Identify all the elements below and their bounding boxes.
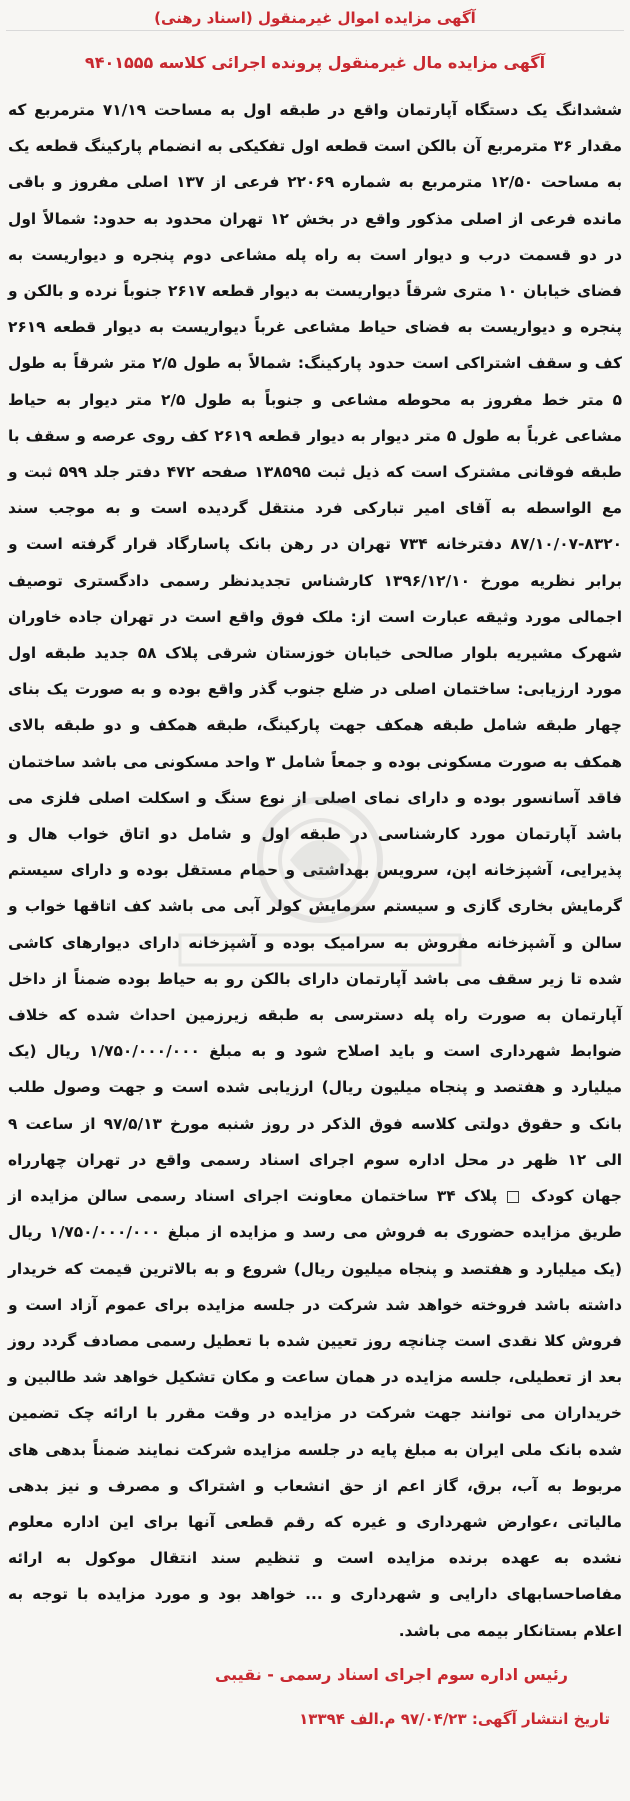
publish-date-line: تاریخ انتشار آگهی: ۹۷/۰۴/۲۳ م.الف ۱۳۳۹۴ (299, 1709, 610, 1728)
notice-body-paragraph: ششدانگ یک دستگاه آپارتمان واقع در طبقه اول به مساحت ۷۱/۱۹ مترمربع که مقدار ۳۶ مترمربع آن بالکن است قطعه اول تفکیکی به انضمام پارکینگ قطعه یک به مساحت ۱۲/۵۰ مترمربع به شماره ۲۲۰۶۹ فرعی از ۱۳۷ اصلی مفروز و باقی مانده فرعی از اصلی مذکور واقع در بخش ۱۲ تهران محدود به حدود: شمالاً اول در دو قسمت درب و دیوار است به راه پله مشاعی دوم پنجره و دیواریست به فضای خیابان ۱۰ متری شرقاً دیواریست به دیوار قطعه ۲۶۱۷ جنوباً نرده و بالکن و پنجره و دیواریست به فضای حیاط مشاعی غرباً دیواریست به دیوار قطعه ۲۶۱۹ کف و سقف اشتراکی است حدود پارکینگ: شمالاً به طول ۲/۵ متر شرقاً به طول ۵ متر خط مفروز به محوطه مشاعی و جنوباً به طول ۲/۵ متر دیوار به حیاط مشاعی غرباً به طول ۵ متر دیوار به دیوار قطعه ۲۶۱۹ کف روی عرصه و سقف با طبقه فوقانی مشترک است که ذیل ثبت ۱۳۸۵۹۵ صفحه ۴۷۲ دفتر جلد ۵۹۹ ثبت و مع الواسطه به آقای امیر تبارکی فرد منتقل گردیده است و به موجب سند ۸۳۲۰-۸۷/۱۰/۰۷ دفترخانه ۷۳۴ تهران در رهن بانک پاسارگاد قرار گرفته است و برابر نظریه مورخ ۱۳۹۶/۱۲/۱۰ کارشناس تجدیدنظر رسمی دادگستری توصیف اجمالی مورد وثیقه عبارت است از: ملک فوق واقع است در تهران جاده خاوران شهرک مشیریه بلوار صالحی خیابان خوزستان شرقی پلاک ۵۸ جدید طبقه اول مورد ارزیابی: ساختمان اصلی در ضلع جنوب گذر واقع بوده و به صورت یک بنای چهار طبقه شامل طبقه همکف جهت پارکینگ، طبقه همکف و دو طبقه بالای همکف به صورت مسکونی بوده و جمعاً شامل ۳ واحد مسکونی می باشد ساختمان فاقد آسانسور بوده و دارای نمای اصلی از نوع سنگ و اسکلت اصلی فلزی می باشد آپارتمان مورد کارشناسی در طبقه اول و شامل دو اتاق خواب هال و پذیرایی، آشپزخانه اپن، سرویس بهداشتی و حمام مستقل بوده و دارای سیستم گرمایش بخاری گازی و سیستم سرمایش کولر آبی می باشد کف اتاقها خواب و سالن و آشپزخانه مفروش به سرامیک بوده و آشپزخانه دارای دیوارهای کاشی شده تا زیر سقف می باشد آپارتمان دارای بالکن رو به حیاط بوده ضمناً از داخل آپارتمان به صورت راه پله دسترسی به طبقه زیرزمین احداث شده که خلاف ضوابط شهرداری است و باید اصلاح شود و به مبلغ ۱/۷۵۰/۰۰۰/۰۰۰ ریال (یک میلیارد و هفتصد و پنجاه میلیون ریال) ارزیابی شده است و جهت وصول طلب بانک و حقوق دولتی کلاسه فوق الذکر در روز شنبه مورخ ۹۷/۵/۱۳ از ساعت ۹ الی ۱۲ ظهر در محل اداره سوم اجرای اسناد رسمی واقع در تهران چهارراه جهان کودک □ پلاک ۳۴ ساختمان معاونت اجرای اسناد رسمی سالن مزایده از طریق مزایده حضوری به فروش می رسد و مزایده از مبلغ ۱/۷۵۰/۰۰۰/۰۰۰ ریال (یک میلیارد و هفتصد و پنجاه میلیون ریال) شروع و به بالاترین قیمت که خریدار داشته باشد فروخته خواهد شد شرکت در جلسه مزایده برای عموم آزاد است و فروش کلا نقدی است چنانچه روز تعیین شده با تعطیل رسمی مصادف گردد روز بعد از تعطیلی، جلسه مزایده در همان ساعت و مکان تشکیل خواهد شد طالبین و خریداران می توانند جهت شرکت در مزایده در وقت مقرر با ارائه چک تضمین شده بانک ملی ایران به مبلغ پایه در جلسه مزایده شرکت نمایند ضمناً بدهی های مربوط به آب، برق، گاز اعم از حق انشعاب و اشتراک و مصرف و نیز بدهی مالیاتی ،عوارض شهرداری و غیره که رقم قطعی آنها برای این اداره معلوم نشده به عهده برنده مزایده است و تنظیم سند انتقال موکول به ارائه مفاصاحسابهای دارایی و شهرداری و ... خواهد بود و مورد مزایده با توجه به اعلام بستانکار بیمه می باشد. (8, 101, 623, 1640)
notice-signature: رئیس اداره سوم اجرای اسناد رسمی - نقیبی (214, 1664, 568, 1684)
notice-subtitle: آگهی مزایده مال غیرمنقول پرونده اجرائی کلاسه ۹۴۰۱۵۵۵ (84, 53, 546, 72)
notice-header-title: آگهی مزایده اموال غیرمنقول (اسناد رهنی) (6, 6, 624, 31)
